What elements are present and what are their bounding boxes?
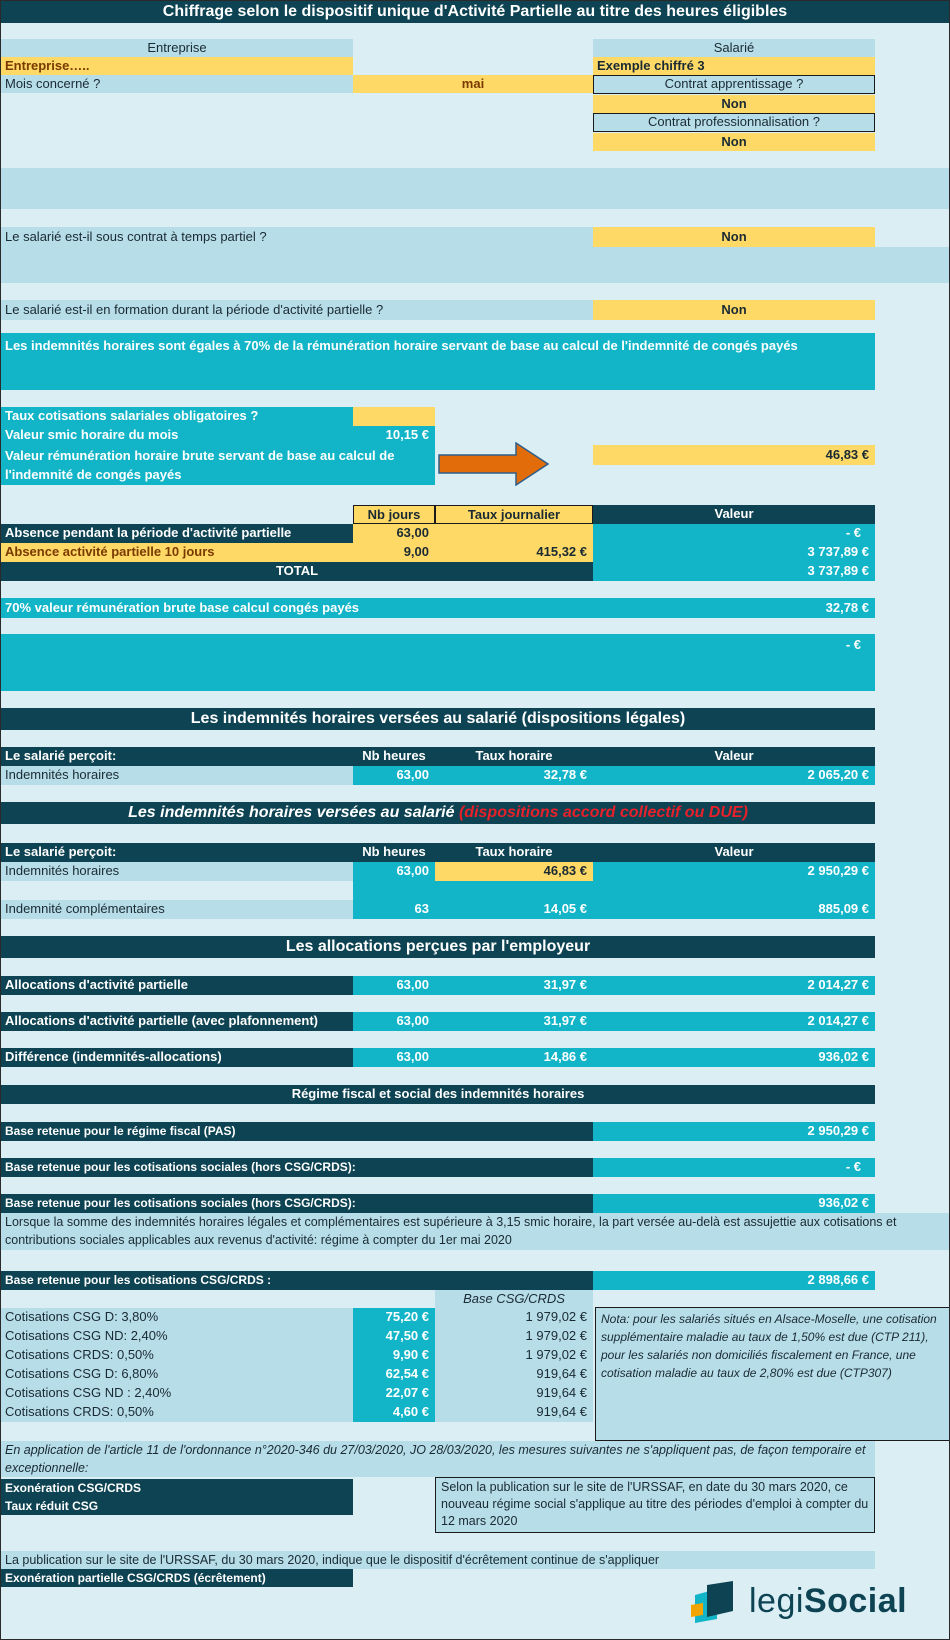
salarie-header: Salarié — [593, 39, 875, 57]
cotis-row3-base: 1 979,02 € — [435, 1346, 593, 1365]
alloc-row3-label: Différence (indemnités-allocations) — [1, 1048, 353, 1067]
legal-row-valeur: 2 065,20 € — [593, 766, 875, 785]
absence-row2-taux: 415,32 € — [435, 543, 593, 562]
soc2-value: 936,02 € — [593, 1194, 875, 1213]
accord-col-taux: Taux horaire — [435, 843, 593, 862]
cotis-row6-label: Cotisations CRDS: 0,50% — [1, 1403, 353, 1422]
total-value: 3 737,89 € — [593, 562, 875, 581]
legal-col-valeur: Valeur — [593, 747, 875, 766]
accord-row2-label: Indemnité complémentaires — [1, 900, 353, 919]
accord-col-nb: Nb heures — [353, 843, 435, 862]
mois-field[interactable]: mai — [353, 75, 593, 93]
smic-value: 10,15 € — [353, 426, 435, 445]
cotis-row2-label: Cotisations CSG ND: 2,40% — [1, 1327, 353, 1346]
cotis-row2-base: 1 979,02 € — [435, 1327, 593, 1346]
alloc-row3-taux: 14,86 € — [435, 1048, 593, 1067]
pro-label: Contrat professionnalisation ? — [593, 113, 875, 132]
accord-row2-taux: 14,05 € — [435, 900, 593, 919]
alloc-row2-nb: 63,00 — [353, 1012, 435, 1031]
accord-spacer — [353, 881, 875, 900]
legal-row-nb: 63,00 — [353, 766, 435, 785]
col-taux-journalier: Taux journalier — [435, 505, 593, 524]
accord-col-valeur: Valeur — [593, 843, 875, 862]
col-valeur: Valeur — [593, 505, 875, 524]
pas-label: Base retenue pour le régime fiscal (PAS) — [1, 1122, 593, 1141]
ordonnance-note: En application de l'article 11 de l'ordonnance n°2020-346 du 27/03/2020, JO 28/03/2020, les mesures suivantes ne s'appliquent pas, de façon temporaire et exceptionnelle: — [1, 1441, 875, 1477]
alloc-row2-label: Allocations d'activité partielle (avec plafonnement) — [1, 1012, 353, 1031]
legal-section-title: Les indemnités horaires versées au salarié (dispositions légales) — [1, 708, 875, 730]
temps-partiel-label: Le salarié est-il sous contrat à temps partiel ? — [1, 227, 593, 247]
absence-row1-taux — [435, 524, 593, 543]
accord-row1-label: Indemnités horaires — [1, 862, 353, 881]
csg-base-value: 2 898,66 € — [593, 1271, 875, 1290]
soc1-value: - € — [593, 1158, 875, 1177]
alloc-row1-taux: 31,97 € — [435, 976, 593, 995]
accord-title-red: (dispositions accord collectif ou DUE) — [458, 804, 748, 821]
cotis-row5-montant: 22,07 € — [353, 1384, 435, 1403]
absence-row1-label: Absence pendant la période d'activité partielle — [1, 524, 353, 543]
formation-field[interactable]: Non — [593, 300, 875, 320]
accord-row1-nb: 63,00 — [353, 862, 435, 881]
cotis-row5-label: Cotisations CSG ND : 2,40% — [1, 1384, 353, 1403]
cotis-row6-montant: 4,60 € — [353, 1403, 435, 1422]
accord-percoit: Le salarié perçoit: — [1, 843, 353, 862]
soc1-label: Base retenue pour les cotisations sociales (hors CSG/CRDS): — [1, 1158, 593, 1177]
salarie-example-field[interactable]: Exemple chiffré 3 — [593, 57, 875, 75]
alloc-row1-label: Allocations d'activité partielle — [1, 976, 353, 995]
cotis-row1-base: 1 979,02 € — [435, 1308, 593, 1327]
pct70-label: 70% valeur rémunération brute base calcul congés payés — [1, 598, 593, 618]
accord-row1-taux: 46,83 € — [435, 862, 593, 881]
pro-field[interactable]: Non — [593, 133, 875, 151]
cotis-row1-montant: 75,20 € — [353, 1308, 435, 1327]
dash-value: - € — [593, 634, 875, 691]
alloc-row3-valeur: 936,02 € — [593, 1048, 875, 1067]
csg-base-label: Base retenue pour les cotisations CSG/CRDS : — [1, 1271, 593, 1290]
accord-row1-valeur: 2 950,29 € — [593, 862, 875, 881]
blank-band — [1, 168, 949, 209]
blank-band-2 — [1, 247, 949, 283]
logo-text — [749, 1579, 907, 1623]
pct70-value: 32,78 € — [593, 598, 875, 618]
accord-row2-nb: 63 — [353, 900, 435, 919]
exo-partielle-label: Exonération partielle CSG/CRDS (écrêtement) — [1, 1569, 353, 1587]
entreprise-name-field[interactable]: Entreprise….. — [1, 57, 353, 75]
accord-title-main: Les indemnités horaires versées au salarié — [128, 804, 455, 821]
cotis-row3-label: Cotisations CRDS: 0,50% — [1, 1346, 353, 1365]
cotis-row1-label: Cotisations CSG D: 3,80% — [1, 1308, 353, 1327]
temps-partiel-field[interactable]: Non — [593, 227, 875, 247]
cotisations-label: Taux cotisations salariales obligatoires ? — [1, 407, 353, 426]
regime-section-title: Régime fiscal et social des indemnités horaires — [1, 1085, 875, 1104]
absence-row2-nb: 9,00 — [353, 543, 435, 562]
soc2-label: Base retenue pour les cotisations sociales (hors CSG/CRDS): — [1, 1194, 593, 1213]
accord-row2-valeur: 885,09 € — [593, 900, 875, 919]
nota-box: Nota: pour les salariés situés en Alsace-Moselle, une cotisation supplémentaire maladie au taux de 1,50% est due (CTP 211), pour les salariés non domiciliés fiscalement en France, une cotisation maladie au taux de 2,80% est due (CTP307) — [595, 1307, 950, 1441]
cotis-row3-montant: 9,90 € — [353, 1346, 435, 1365]
accord-section-title — [1, 802, 875, 824]
apprentissage-field[interactable]: Non — [593, 95, 875, 113]
absence-row2-label: Absence activité partielle 10 jours — [1, 543, 353, 562]
absence-row2-valeur: 3 737,89 € — [593, 543, 875, 562]
remun-value: 46,83 € — [593, 445, 875, 465]
absence-row1-nb: 63,00 — [353, 524, 435, 543]
cotisations-field[interactable] — [353, 407, 435, 426]
cotis-row4-montant: 62,54 € — [353, 1365, 435, 1384]
publication-note: La publication sur le site de l'URSSAF, du 30 mars 2020, indique que le dispositif d'écrêtement continue de s'appliquer — [1, 1551, 875, 1569]
urssaf-note-box: Selon la publication sur le site de l'URSSAF, en date du 30 mars 2020, ce nouveau régime social s'applique au titre des périodes d'emploi à compter du 12 mars 2020 — [435, 1477, 875, 1533]
arrow-right-icon — [438, 442, 550, 486]
note-315-smic: Lorsque la somme des indemnités horaires légales et complémentaires est supérieure à 3,15 smic horaire, la part versée au-delà est assujettie aux cotisations et contributions sociales applicables aux revenus d'activité: régime à compter du 1er mai 2020 — [1, 1213, 949, 1250]
entreprise-header: Entreprise — [1, 39, 353, 57]
exo-csg-label: Exonération CSG/CRDS — [1, 1479, 353, 1497]
smic-label: Valeur smic horaire du mois — [1, 426, 353, 445]
page-title: Chiffrage selon le dispositif unique d'Activité Partielle au titre des heures éligibles — [1, 1, 949, 23]
cotis-row4-base: 919,64 € — [435, 1365, 593, 1384]
taux-reduit-label: Taux réduit CSG — [1, 1497, 353, 1515]
col-nb-jours: Nb jours — [353, 505, 435, 524]
logo-mark-icon — [689, 1581, 747, 1625]
cotis-row2-montant: 47,50 € — [353, 1327, 435, 1346]
allocations-section-title: Les allocations perçues par l'employeur — [1, 936, 875, 958]
absence-row1-valeur: - € — [593, 524, 875, 543]
legal-row-label: Indemnités horaires — [1, 766, 353, 785]
legal-col-taux: Taux horaire — [435, 747, 593, 766]
cotis-row5-base: 919,64 € — [435, 1384, 593, 1403]
pas-value: 2 950,29 € — [593, 1122, 875, 1141]
legal-percoit: Le salarié perçoit: — [1, 747, 353, 766]
alloc-row2-taux: 31,97 € — [435, 1012, 593, 1031]
total-label: TOTAL — [1, 562, 593, 581]
alloc-row1-nb: 63,00 — [353, 976, 435, 995]
legal-row-taux: 32,78 € — [435, 766, 593, 785]
cotis-row6-base: 919,64 € — [435, 1403, 593, 1422]
alloc-row2-valeur: 2 014,27 € — [593, 1012, 875, 1031]
legal-col-nb: Nb heures — [353, 747, 435, 766]
remun-label: Valeur rémunération horaire brute servant de base au calcul de l'indemnité de congés payés — [1, 445, 435, 485]
indemnites-info-banner: Les indemnités horaires sont égales à 70% de la rémunération horaire servant de base au calcul de l'indemnité de congés payés — [1, 333, 875, 390]
mois-label: Mois concerné ? — [1, 75, 353, 93]
alloc-row3-nb: 63,00 — [353, 1048, 435, 1067]
alloc-row1-valeur: 2 014,27 € — [593, 976, 875, 995]
logo-text-legi: legi — [749, 1582, 804, 1620]
blank-teal-band — [1, 634, 593, 691]
logo-text-social: Social — [803, 1582, 908, 1620]
formation-label: Le salarié est-il en formation durant la période d'activité partielle ? — [1, 300, 593, 320]
base-csg-header: Base CSG/CRDS — [435, 1290, 593, 1308]
legisocial-logo — [689, 1575, 929, 1629]
apprentissage-label: Contrat apprentissage ? — [593, 75, 875, 94]
cotis-row4-label: Cotisations CSG D: 6,80% — [1, 1365, 353, 1384]
